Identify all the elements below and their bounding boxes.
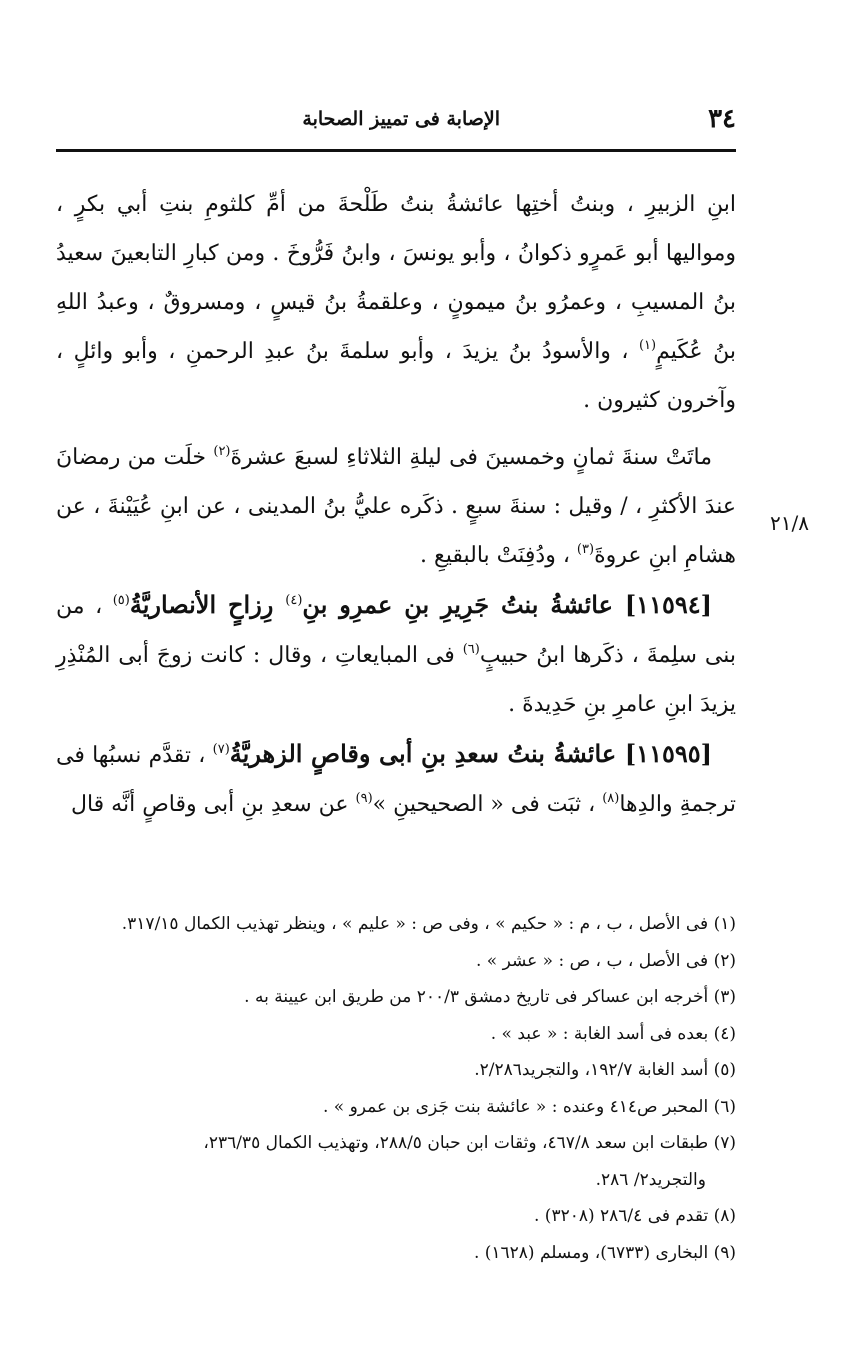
entry-name-cont: رِزاحٍ الأنصاريَّةُ <box>129 590 286 619</box>
margin-reference: ٢١/٨ <box>770 511 809 535</box>
paragraph-text: ، تقدَّم نسبُها فى ترجمةِ والدِها <box>56 743 736 817</box>
paragraph-text: ، ثبَت فى « الصحيحينِ » <box>372 792 603 817</box>
footnote-3: (٣) أخرجه ابن عساكر فى تاريخ دمشق ٢٠٠/٣ من طريق ابن عيينة به . <box>244 987 736 1007</box>
paragraph-text: ماتَتْ سنةَ ثمانٍ وخمسينَ فى ليلةِ الثلاثاءِ لسبعَ عشرةَ <box>230 445 712 470</box>
footnote-ref-9[interactable]: (٩) <box>355 791 373 806</box>
paragraph-text: ، والأسودُ بنُ يزيدَ ، وأبو سلمةَ بنُ عبدِ الرحمنِ ، وأبو وائلٍ ، وآخرون كثيرون . <box>56 339 736 413</box>
paragraph-text: ابنِ الزبيرِ ، وبنتُ أختِها عائشةُ بنتُ طَلْحةَ من أمِّ كلثومِ بنتِ أبي بكرٍ ، ومواليها أبو عَمرٍو ذكوانُ ، وأبو يونسَ ، وابنُ فَرُّوخَ . ومن كبارِ التابعينَ سعيدُ بنُ المسيبِ ، وعمرُو بنُ ميمونٍ ، وعلقمةُ بنُ قيسٍ ، ومسروقٌ ، وعبدُ اللهِ بنُ عُكَيمٍ <box>56 192 736 364</box>
footnote-1: (١) فى الأصل ، ب ، م : « حكيم » ، وفى ص : « عليم » ، وينظر تهذيب الكمال ٣١٧/١٥. <box>121 914 736 934</box>
entry-number: [١١٥٩٥] <box>624 739 712 768</box>
footnote-ref-6[interactable]: (٦) <box>462 642 480 657</box>
footnote-2: (٢) فى الأصل ، ب ، ص : « عشر » . <box>475 950 736 971</box>
header-divider <box>56 149 736 152</box>
paragraph-1 <box>56 180 736 425</box>
footnote-ref-8[interactable]: (٨) <box>602 791 620 806</box>
footnote-ref-4[interactable]: (٤) <box>285 593 303 608</box>
footnote-9: (٩) البخارى (٦٧٣٣)، ومسلم (١٦٢٨) . <box>473 1242 736 1263</box>
entry-11595 <box>56 729 736 829</box>
footnote-4: (٤) بعده فى أسد الغابة : « عبد » . <box>490 1023 736 1044</box>
running-title: الإصابة فى تمييز الصحابة <box>302 108 500 130</box>
entry-11594 <box>56 580 736 729</box>
footnote-ref-5[interactable]: (٥) <box>112 593 130 608</box>
main-text <box>56 180 736 829</box>
paragraph-text: خلَت من رمضانَ عندَ الأكثرِ ، / وقيل : سنةَ سبعٍ . ذكَره عليُّ بنُ المدينى ، عن ابنِ عُيَيْنةَ ، عن هشامِ ابنِ عروةَ <box>56 445 736 568</box>
footnote-7-continued: والتجريد٢/ ٢٨٦. <box>595 1169 706 1190</box>
page-number: ٣٤ <box>708 104 736 134</box>
page-header <box>56 104 736 144</box>
footnote-ref-7[interactable]: (٧) <box>212 742 230 757</box>
footnote-ref-2[interactable]: (٢) <box>213 444 231 459</box>
footnotes <box>56 906 736 1271</box>
paragraph-2 <box>56 433 736 580</box>
paragraph-text: فى المبايعاتِ ، وقال : كانت زوجَ أبى المُنْذِرِ يزيدَ ابنِ عامرِ بنِ حَدِيدةَ . <box>56 643 736 717</box>
paragraph-text: ، ودُفِنَتْ بالبقيعِ . <box>420 543 577 568</box>
footnote-8: (٨) تقدم فى ٢٨٦/٤ (٣٢٠٨) . <box>534 1206 736 1226</box>
paragraph-text: ، من بنى سلِمةَ ، ذكَرها ابنُ حبيبٍ <box>56 594 736 668</box>
entry-name: عائشةُ بنتُ جَرِيرِ بنِ عمرِو بنِ <box>302 590 625 619</box>
entry-name: عائشةُ بنتُ سعدِ بنِ أبى وقاصٍ الزهريَّةُ <box>229 739 625 768</box>
footnote-5: (٥) أسد الغابة ١٩٢/٧، والتجريد٢/٢٨٦. <box>474 1060 736 1080</box>
footnote-6: (٦) المحبر ص٤١٤ وعنده : « عائشة بنت جَزى بن عمرو » . <box>322 1096 736 1117</box>
footnote-ref-3[interactable]: (٣) <box>576 542 595 557</box>
paragraph-text: عن سعدِ بنِ أبى وقاصٍ أنَّه قال <box>70 792 356 817</box>
footnote-7: (٧) طبقات ابن سعد ٤٦٧/٨، وثقات ابن حبان ٢٨٨/٥، وتهذيب الكمال ٢٣٦/٣٥، <box>203 1133 736 1153</box>
entry-number: [١١٥٩٤] <box>624 590 712 619</box>
footnote-ref-1[interactable]: (١) <box>638 338 657 353</box>
